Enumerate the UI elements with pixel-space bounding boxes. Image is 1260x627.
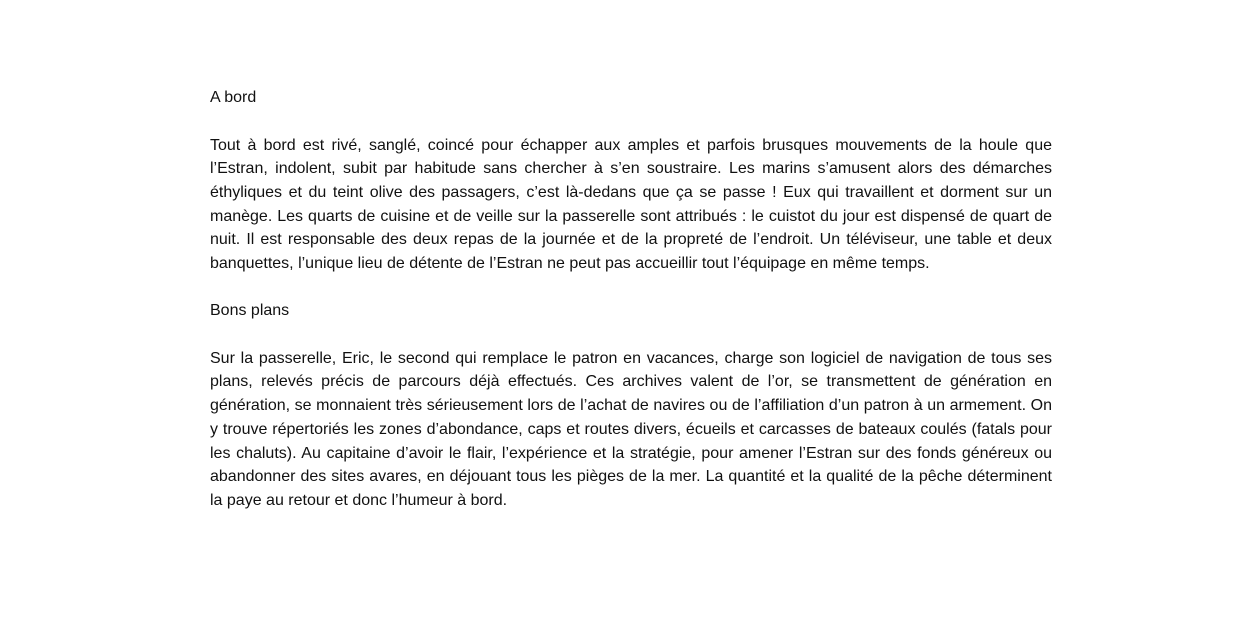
spacer (210, 323, 1052, 347)
section-paragraph-bons-plans: Sur la passerelle, Eric, le second qui remplace le patron en vacances, charge son logiciel de navigation de tous ses plans, relevés précis de parcours déjà effectués. Ces archives valent de l’or, se transmettent de génération en génération, se monnaient très sérieusement lors de l’achat de navires ou de l’affiliation d’un patron à un armement. On y trouve répertoriés les zones d’abondance, caps et routes divers, écueils et carcasses de bateaux coulés (fatals pour les chaluts). Au capitaine d’avoir le flair, l’expérience et la stratégie, pour amener l’Estran sur des fonds généreux ou abandonner des sites avares, en déjouant tous les pièges de la mer. La quantité et la qualité de la pêche déterminent la paye au retour et donc l’humeur à bord. (210, 349, 1052, 509)
spacer (210, 110, 1052, 134)
section-heading-a-bord: A bord (210, 89, 257, 106)
document-body (210, 86, 1052, 513)
section-heading-bons-plans: Bons plans (210, 302, 290, 320)
section-paragraph-a-bord: Tout à bord est rivé, sanglé, coincé pour échapper aux amples et parfois brusques mouvements de la houle que l’Estran, indolent, subit par habitude sans chercher à s’en soustraire. Les marins s’amusent alors des démarches éthyliques et du teint olive des passagers, c’est là-dedans que ça se passe ! Eux qui travaillent et dorment sur un manège. Les quarts de cuisine et de veille sur la passerelle sont attribués : le cuistot du jour est dispensé de quart de nuit. Il est responsable des deux repas de la journée et de la propreté de l’endroit. Un téléviseur, une table et deux banquettes, l’unique lieu de détente de l’Estran ne peut pas accueillir tout l’équipage en même temps. (210, 136, 1052, 273)
spacer (210, 276, 1052, 300)
